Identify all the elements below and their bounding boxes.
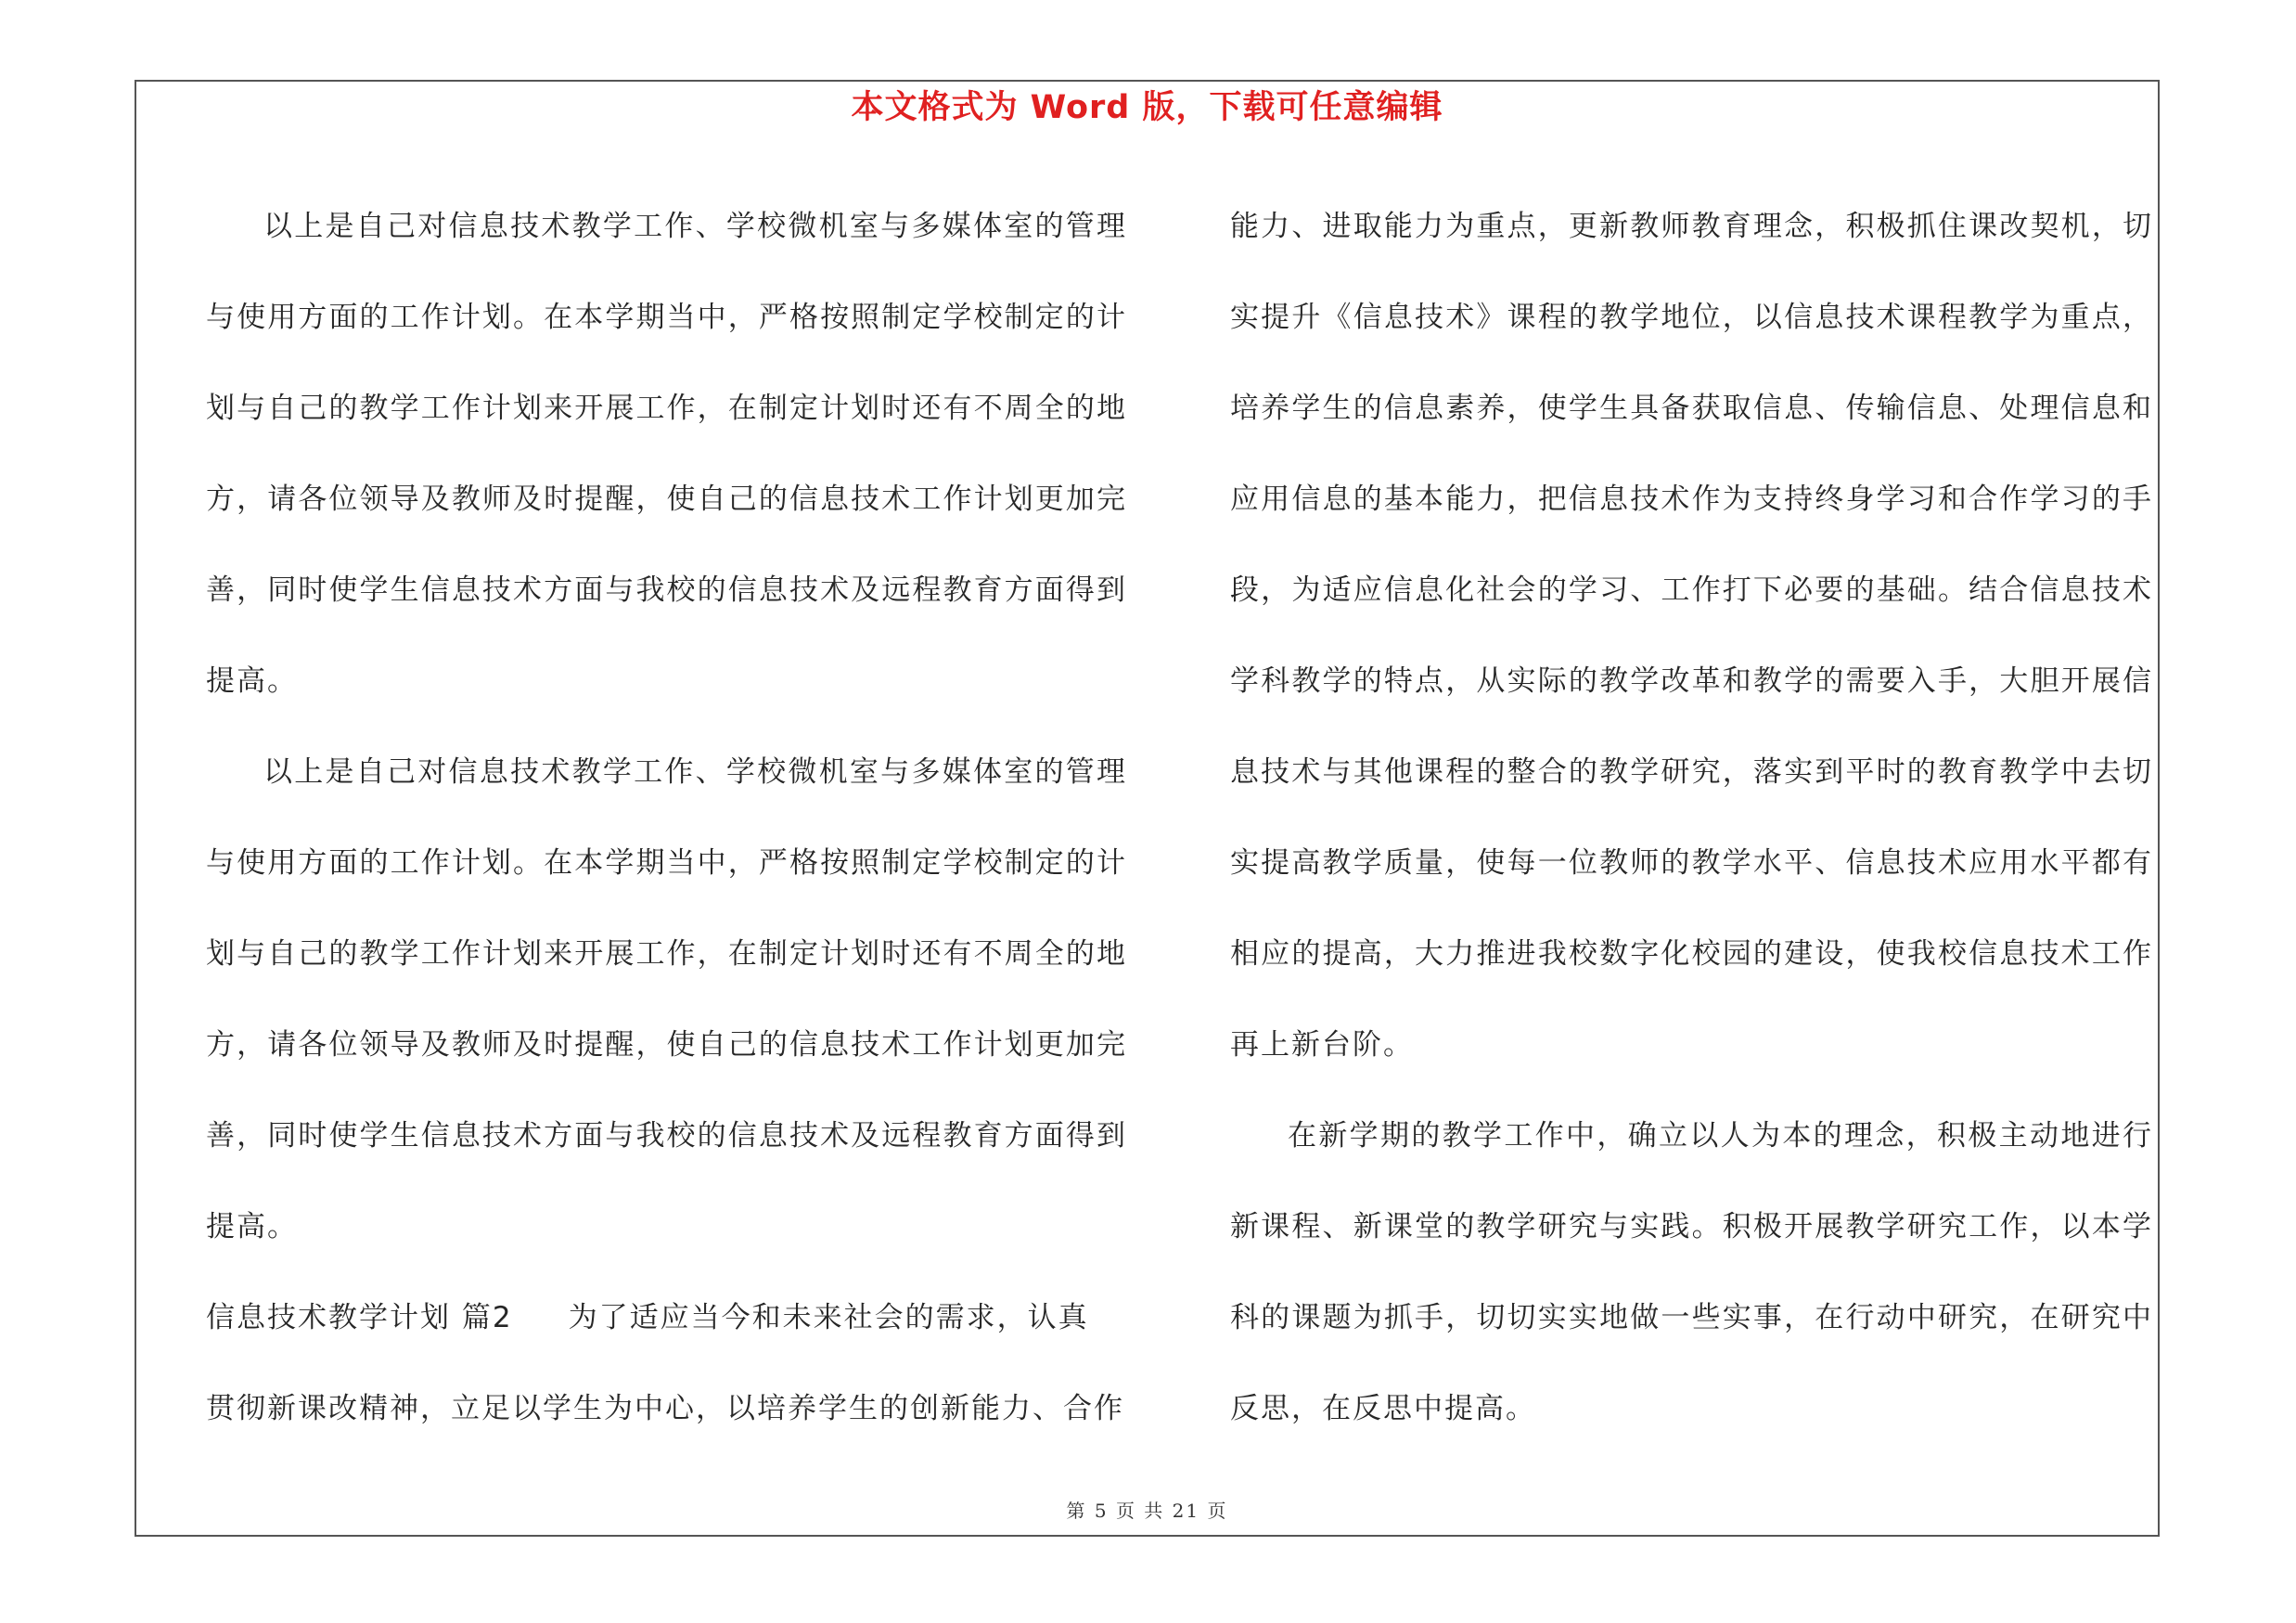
section-heading-line	[206, 1272, 1127, 1363]
format-banner: 本文格式为 Word 版，下载可任意编辑	[851, 89, 1443, 126]
right-column	[1230, 181, 2153, 1454]
right-paragraph-1: 能力、进取能力为重点，更新教师教育理念，积极抓住课改契机，切实提升《信息技术》课程的教学地位，以信息技术课程教学为重点，培养学生的信息素养，使学生具备获取信息、传输信息、处理信息和应用信息的基本能力，把信息技术作为支持终身学习和合作学习的手段，为适应信息化社会的学习、工作打下必要的基础。结合信息技术学科教学的特点，从实际的教学改革和教学的需要入手，大胆开展信息技术与其他课程的整合的教学研究，落实到平时的教育教学中去切实提高教学质量，使每一位教师的教学水平、信息技术应用水平都有相应的提高，大力推进我校数字化校园的建设，使我校信息技术工作再上新台阶。	[1230, 210, 2153, 1062]
left-paragraph-1: 以上是自己对信息技术教学工作、学校微机室与多媒体室的管理与使用方面的工作计划。在本学期当中，严格按照制定学校制定的计划与自己的教学工作计划来开展工作，在制定计划时还有不周全的地方，请各位领导及教师及时提醒，使自己的信息技术工作计划更加完善，同时使学生信息技术方面与我校的信息技术及远程教育方面得到提高。	[206, 210, 1127, 698]
page-number-footer: 第 5 页 共 21 页	[1066, 1500, 1228, 1522]
left-column	[206, 181, 1127, 1454]
section-title: 信息技术教学计划 篇2	[206, 1301, 513, 1334]
section-intro: 为了适应当今和未来社会的需求，认真	[568, 1301, 1089, 1334]
section-continuation: 贯彻新课改精神，立足以学生为中心，以培养学生的创新能力、合作	[206, 1392, 1124, 1425]
left-paragraph-2: 以上是自己对信息技术教学工作、学校微机室与多媒体室的管理与使用方面的工作计划。在本学期当中，严格按照制定学校制定的计划与自己的教学工作计划来开展工作，在制定计划时还有不周全的地方，请各位领导及教师及时提醒，使自己的信息技术工作计划更加完善，同时使学生信息技术方面与我校的信息技术及远程教育方面得到提高。	[206, 755, 1127, 1243]
right-paragraph-2: 在新学期的教学工作中，确立以人为本的理念，积极主动地进行新课程、新课堂的教学研究与实践。积极开展教学研究工作，以本学科的课题为抓手，切切实实地做一些实事，在行动中研究，在研究中反思，在反思中提高。	[1230, 1119, 2153, 1425]
